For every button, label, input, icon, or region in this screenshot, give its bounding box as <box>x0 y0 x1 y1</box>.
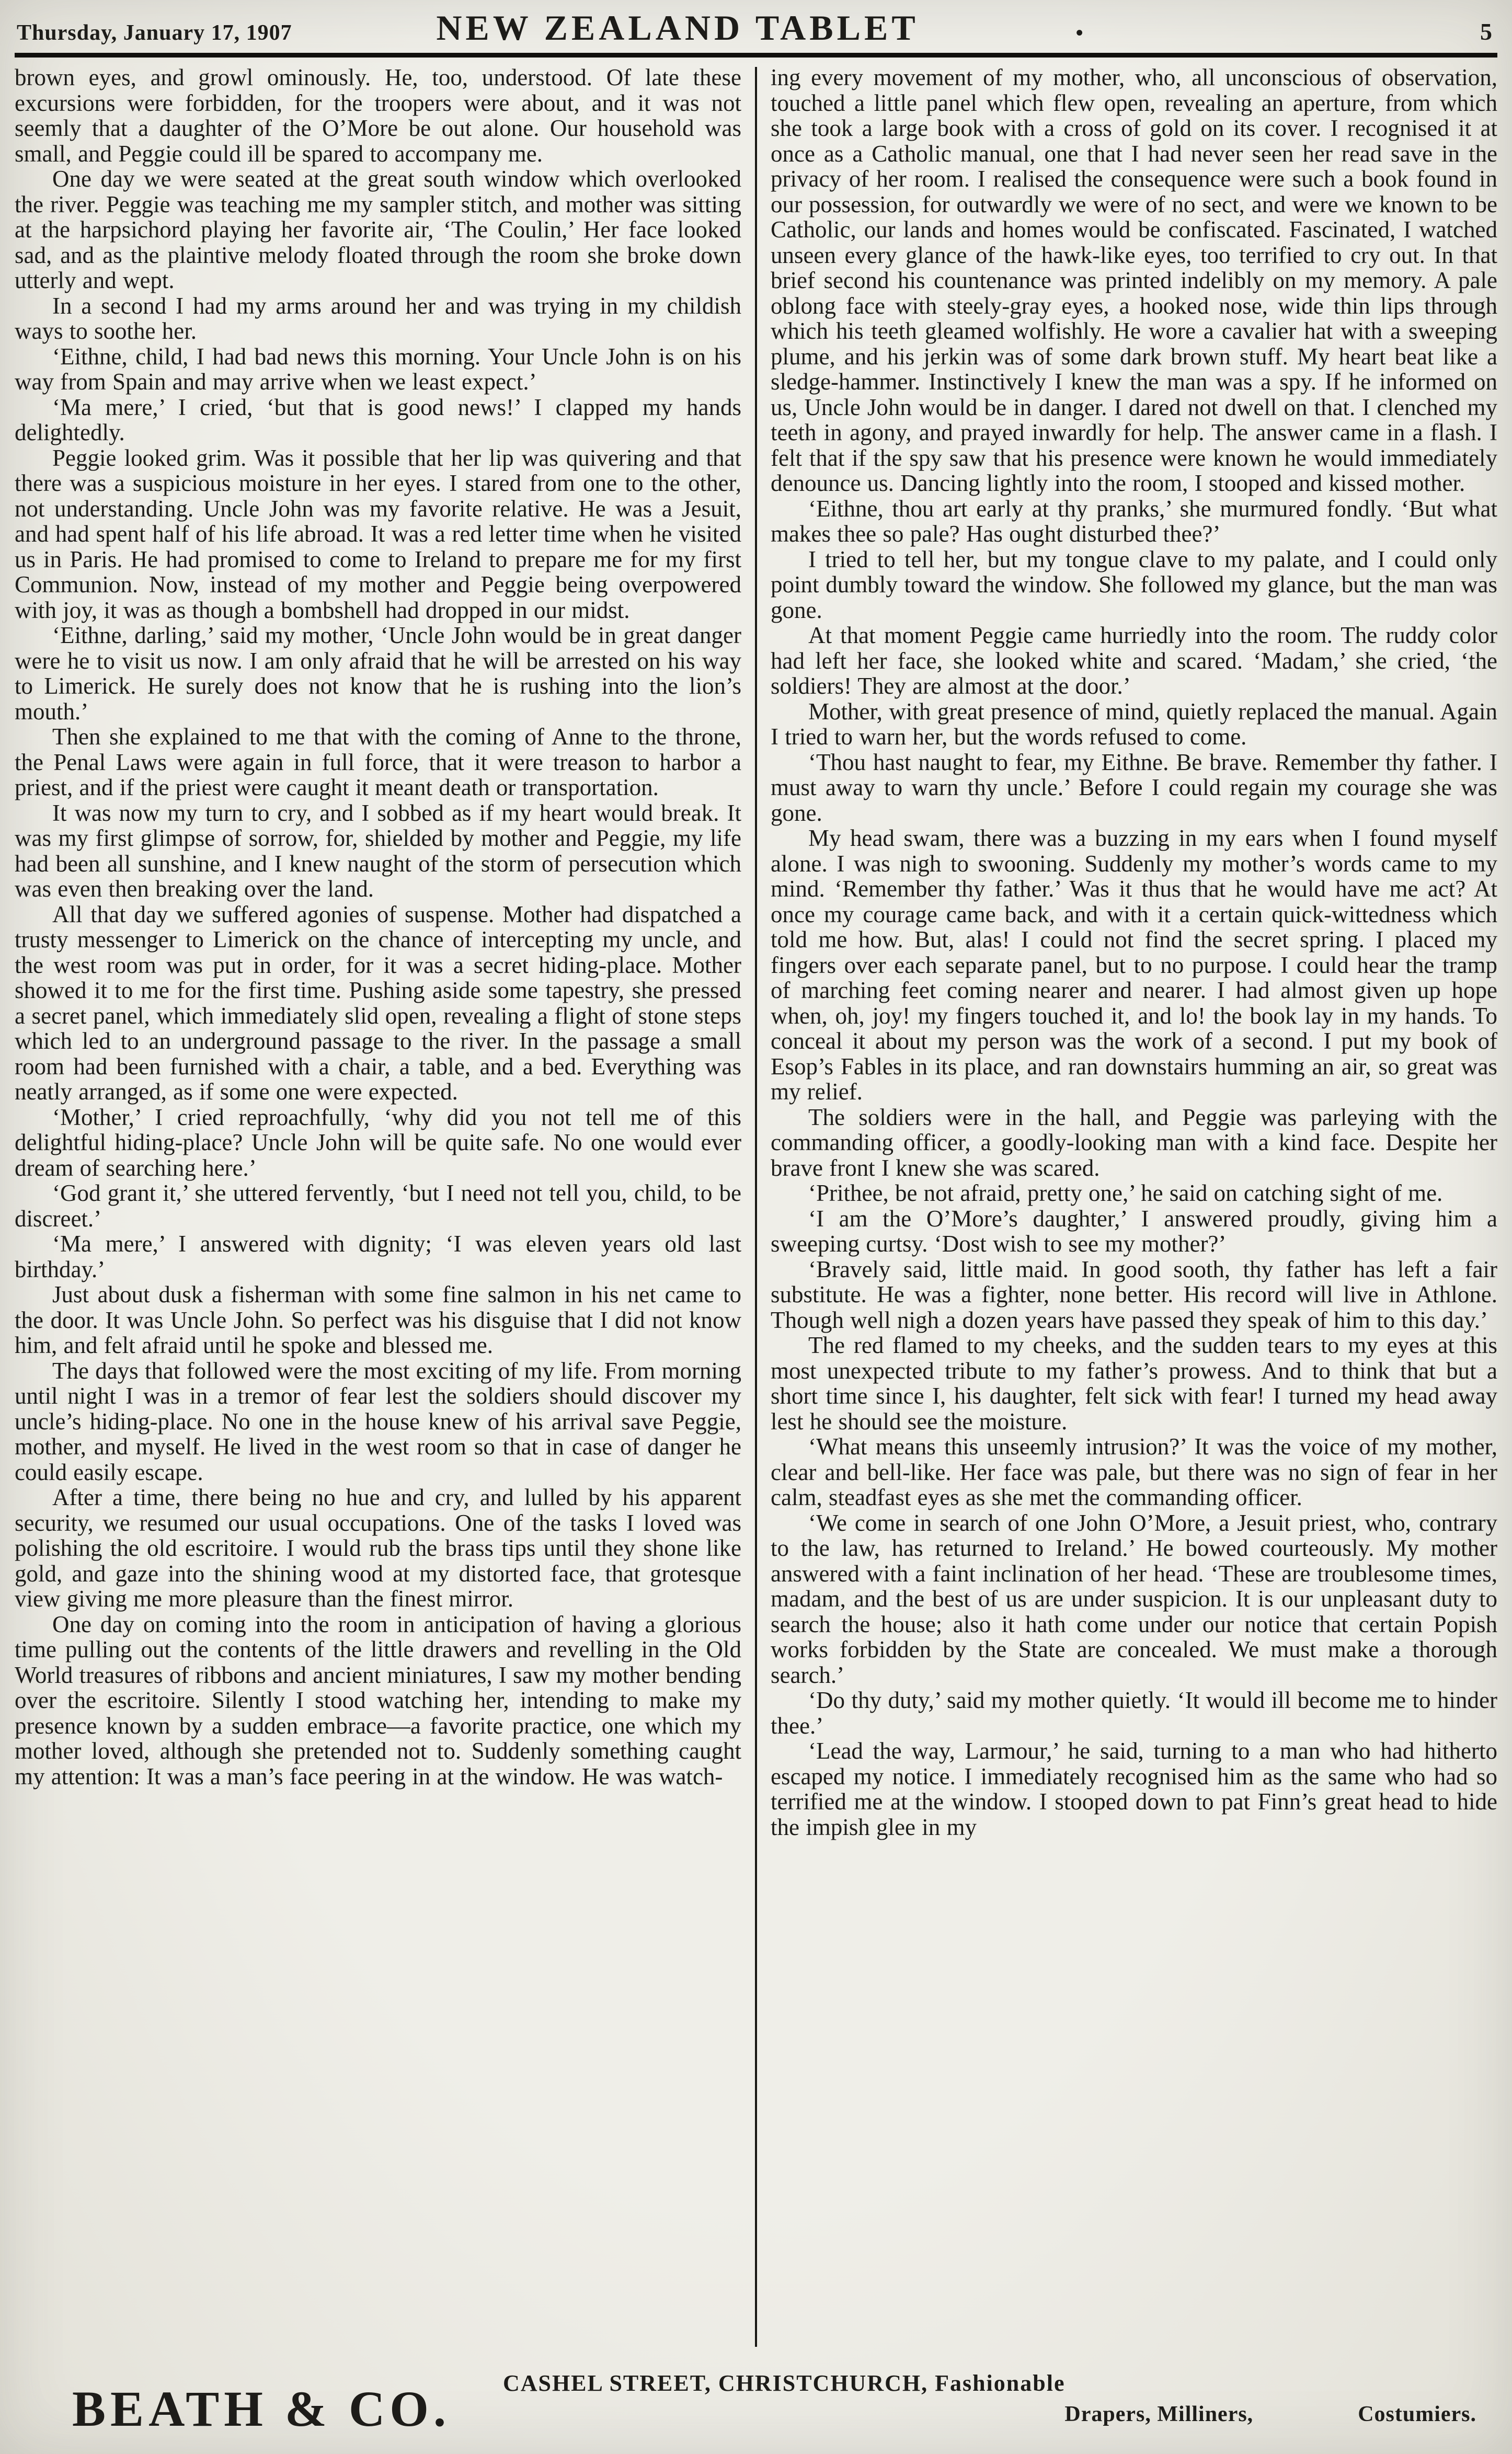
right-column <box>771 65 1497 2352</box>
issue-date: Thursday, January 17, 1907 <box>17 21 292 45</box>
paragraph: ‘Mother,’ I cried reproachfully, ‘why did you not tell me of this delightful hiding-place? Uncle John will be quite safe. No one would ever dream of searching here.’ <box>15 1104 741 1181</box>
paragraph: ‘Lead the way, Larmour,’ he said, turning to a man who had hitherto escaped my notice. I immediately recognised him as the same who had so terrified me at the window. I stooped down to pat Finn’s great head to hide the impish glee in my <box>771 1738 1497 1840</box>
paragraph: Mother, with great presence of mind, quietly replaced the manual. Again I tried to warn her, but the words refused to come. <box>771 698 1497 750</box>
paragraph: At that moment Peggie came hurriedly into the room. The ruddy color had left her face, she looked white and scared. ‘Madam,’ she cried, ‘the soldiers! They are almost at the door.’ <box>771 622 1497 699</box>
paragraph: ‘Ma mere,’ I cried, ‘but that is good news!’ I clapped my hands delightedly. <box>15 394 741 445</box>
paragraph: ‘I am the O’More’s daughter,’ I answered proudly, giving him a sweeping curtsy. ‘Dost wish to see my mother?’ <box>771 1205 1497 1257</box>
paragraph: ‘Ma mere,’ I answered with dignity; ‘I was eleven years old last birthday.’ <box>15 1231 741 1282</box>
advertiser-address: CASHEL STREET, CHRISTCHURCH, Fashionable <box>502 2370 1066 2396</box>
advertiser-trade-2: Costumiers. <box>1358 2402 1476 2426</box>
paragraph: ‘Thou hast naught to fear, my Eithne. Be brave. Remember thy father. I must away to warn thy uncle.’ Before I could regain my courage she was gone. <box>771 749 1497 826</box>
paragraph: I tried to tell her, but my tongue clave to my palate, and I could only point dumbly toward the window. She followed my glance, but the man was gone. <box>771 546 1497 623</box>
paragraph: ing every movement of my mother, who, all unconscious of observation, touched a little panel which flew open, revealing an aperture, from which she took a large book with a cross of gold on its cover. I recognised it at once as a Catholic manual, one that I had never seen her read save in the privacy of her room. I realised the consequence were such a book found in our possession, for outwardly we were of no sect, and were we known to be Catholic, our lands and homes would be confiscated. Fascinated, I watched unseen every glance of the hawk-like eyes, too terrified to cry out. In that brief second his countenance was printed indelibly on my memory. A pale oblong face with steely-gray eyes, a hooked nose, wide thin lips through which his teeth gleamed wolfishly. He wore a cavalier hat with a sweeping plume, and his jerkin was of some dark brown stuff. My heart beat like a sledge-hammer. Instinctively I knew the man was a spy. If he informed on us, Uncle John would be in danger. I dared not dwell on that. I clenched my teeth in agony, and prayed inwardly for help. The answer came in a flash. I felt that if the spy saw that his presence were known he would immediately denounce us. Dancing lightly into the room, I stooped and kissed mother. <box>771 64 1497 496</box>
header-right <box>919 18 1495 45</box>
paragraph: ‘We come in search of one John O’More, a Jesuit priest, who, contrary to the law, has returned to Ireland.’ He bowed courteously. My mother answered with a faint inclination of her head. ‘These are troublesome times, madam, and the best of us are under suspicion. It is our unpleasant duty to search the house; also it hath come under our notice that certain Popish works forbidden by the State are concealed. We must make a thorough search.’ <box>771 1509 1497 1688</box>
paragraph: The red flamed to my cheeks, and the sudden tears to my eyes at this most unexpected tribute to my father’s prowess. And to think that but a short time since I, his daughter, felt sick with fear! I turned my head away lest he should see the moisture. <box>771 1332 1497 1435</box>
article-body <box>15 65 1497 2352</box>
newspaper-title: NEW ZEALAND TABLET <box>436 8 919 48</box>
paragraph: ‘Prithee, be not afraid, pretty one,’ he said on catching sight of me. <box>808 1180 1443 1206</box>
advertisement <box>15 2352 1497 2445</box>
paragraph: The soldiers were in the hall, and Peggie was parleying with the commanding officer, a goodly-looking man with a kind face. Despite her brave front I knew she was scared. <box>771 1104 1497 1181</box>
paragraph: In a second I had my arms around her and was trying in my childish ways to soothe her. <box>15 292 741 344</box>
paragraph: The days that followed were the most exciting of my life. From morning until night I was in a tremor of fear lest the soldiers should discover my uncle’s hiding-place. No one in the house knew of his arrival save Peggie, mother, and myself. He lived in the west room so that in case of danger he could easily escape. <box>15 1357 741 1485</box>
paragraph: ‘Bravely said, little maid. In good sooth, thy father has left a fair substitute. He was a fighter, none better. His record will live in Athlone. Though well nigh a dozen years have passed they speak of him to this day.’ <box>771 1256 1497 1333</box>
left-column <box>15 65 741 2352</box>
advertiser-trade-1: Drapers, Milliners, <box>1064 2402 1254 2426</box>
paragraph: My head swam, there was a buzzing in my ears when I found myself alone. I was nigh to swooning. Suddenly my mother’s words came to my mind. ‘Remember thy father.’ Was it thus that he would have me act? At once my courage came back, and with it a certain quick-wittedness which told me how. But, alas! I could not find the secret spring. I placed my fingers over each separate panel, but to no purpose. I could hear the tramp of marching feet coming nearer and nearer. I had almost given up hope when, oh, joy! my fingers touched it, and lo! the book lay in my hands. To conceal it about my person was the work of a second. I put my book of Esop’s Fables in its place, and ran downstairs humming an air, so great was my relief. <box>771 825 1497 1105</box>
column-divider <box>755 67 757 2347</box>
paragraph: ‘What means this unseemly intrusion?’ It was the voice of my mother, clear and bell-like. Her face was pale, but there was no sign of fear in her calm, steadfast eyes as she met the commanding officer. <box>771 1434 1497 1510</box>
header-center <box>436 7 919 49</box>
paragraph: After a time, there being no hue and cry, and lulled by his apparent security, we resumed our usual occupations. One of the tasks I loved was polishing the old escritoire. I would rub the brass tips until they shone like gold, and gaze into the shining wood at my distorted face, that grotesque view giving me more pleasure than the finest mirror. <box>15 1484 741 1612</box>
paragraph: It was now my turn to cry, and I sobbed as if my heart would break. It was my first glimpse of sorrow, for, shielded by mother and Peggie, my life had been all sunshine, and I knew naught of the storm of persecution which was even then breaking over the land. <box>15 799 741 902</box>
paragraph: Just about dusk a fisherman with some fine salmon in his net came to the door. It was Uncle John. So perfect was his disguise that I did not know him, and felt afraid until he spoke and blessed me. <box>15 1281 741 1358</box>
paragraph: One day we were seated at the great south window which overlooked the river. Peggie was teaching me my sampler stitch, and mother was sitting at the harpsichord playing her favorite air, ‘The Coulin,’ Her face looked sad, and as the plaintive melody floated through the room she broke down utterly and wept. <box>15 166 741 293</box>
header-left <box>17 20 436 45</box>
advertiser-trades <box>503 2402 1492 2427</box>
paragraph: Peggie looked grim. Was it possible that her lip was quivering and that there was a suspicious moisture in her eyes. I stared from one to the other, not understanding. Uncle John was my favorite relative. He was a Jesuit, and had spent half of his life abroad. It was a red letter time when he visited us in Paris. He had promised to come to Ireland to prepare me for my first Communion. Now, instead of my mother and Peggie being overpowered with joy, it was as though a bombshell had dropped in our midst. <box>15 444 741 623</box>
paragraph: Then she explained to me that with the coming of Anne to the throne, the Penal Laws were again in full force, that it were treason to harbor a priest, and if the priest were caught it meant death or transportation. <box>15 724 741 800</box>
paragraph: ‘Do thy duty,’ said my mother quietly. ‘It would ill become me to hinder thee.’ <box>771 1687 1497 1739</box>
separator-dot: • <box>1075 21 1083 44</box>
advertiser-details <box>503 2370 1492 2434</box>
paragraph: ‘Eithne, darling,’ said my mother, ‘Uncle John would be in great danger were he to visit us now. I am only afraid that he will be arrested on his way to Limerick. He surely does not know that he is rushing into the lion’s mouth.’ <box>15 622 741 725</box>
paragraph: All that day we suffered agonies of suspense. Mother had dispatched a trusty messenger to Limerick on the chance of intercepting my uncle, and the west room was put in order, for it was a secret hiding-place. Mother showed it to me for the first time. Pushing aside some tapestry, she pressed a secret panel, which immediately slid open, revealing a flight of stone steps which led to an underground passage to the river. In the passage a small room had been furnished with a chair, a table, and a bed. Everything was neatly arranged, as if some one were expected. <box>15 901 741 1105</box>
paragraph: One day on coming into the room in anticipation of having a glorious time pulling out the contents of the little drawers and revelling in the Old World treasures of ribbons and ancient miniatures, I saw my mother bending over the escritoire. Silently I stood watching her, intending to make my presence known by a sudden embrace—a favorite practice, one which my mother loved, although she pretended not to. Suddenly something caught my attention: It was a man’s face peering in at the window. He was watch- <box>15 1611 741 1790</box>
paragraph: ‘Eithne, thou art early at thy pranks,’ she murmured fondly. ‘But what makes thee so pale? Has ought disturbed thee?’ <box>771 495 1497 547</box>
page-header <box>15 5 1497 50</box>
page-number: 5 <box>1480 18 1492 45</box>
paragraph: ‘God grant it,’ she uttered fervently, ‘but I need not tell you, child, to be discreet.’ <box>15 1180 741 1232</box>
paragraph: brown eyes, and growl ominously. He, too, understood. Of late these excursions were forbidden, for the troopers were about, and it was not seemly that a daughter of the O’More be out alone. Our household was small, and Peggie could ill be spared to accompany me. <box>15 64 741 167</box>
advertiser-name: BEATH & CO. <box>72 2381 451 2437</box>
header-rule <box>15 53 1497 58</box>
paragraph: ‘Eithne, child, I had bad news this morning. Your Uncle John is on his way from Spain and may arrive when we least expect.’ <box>15 343 741 395</box>
